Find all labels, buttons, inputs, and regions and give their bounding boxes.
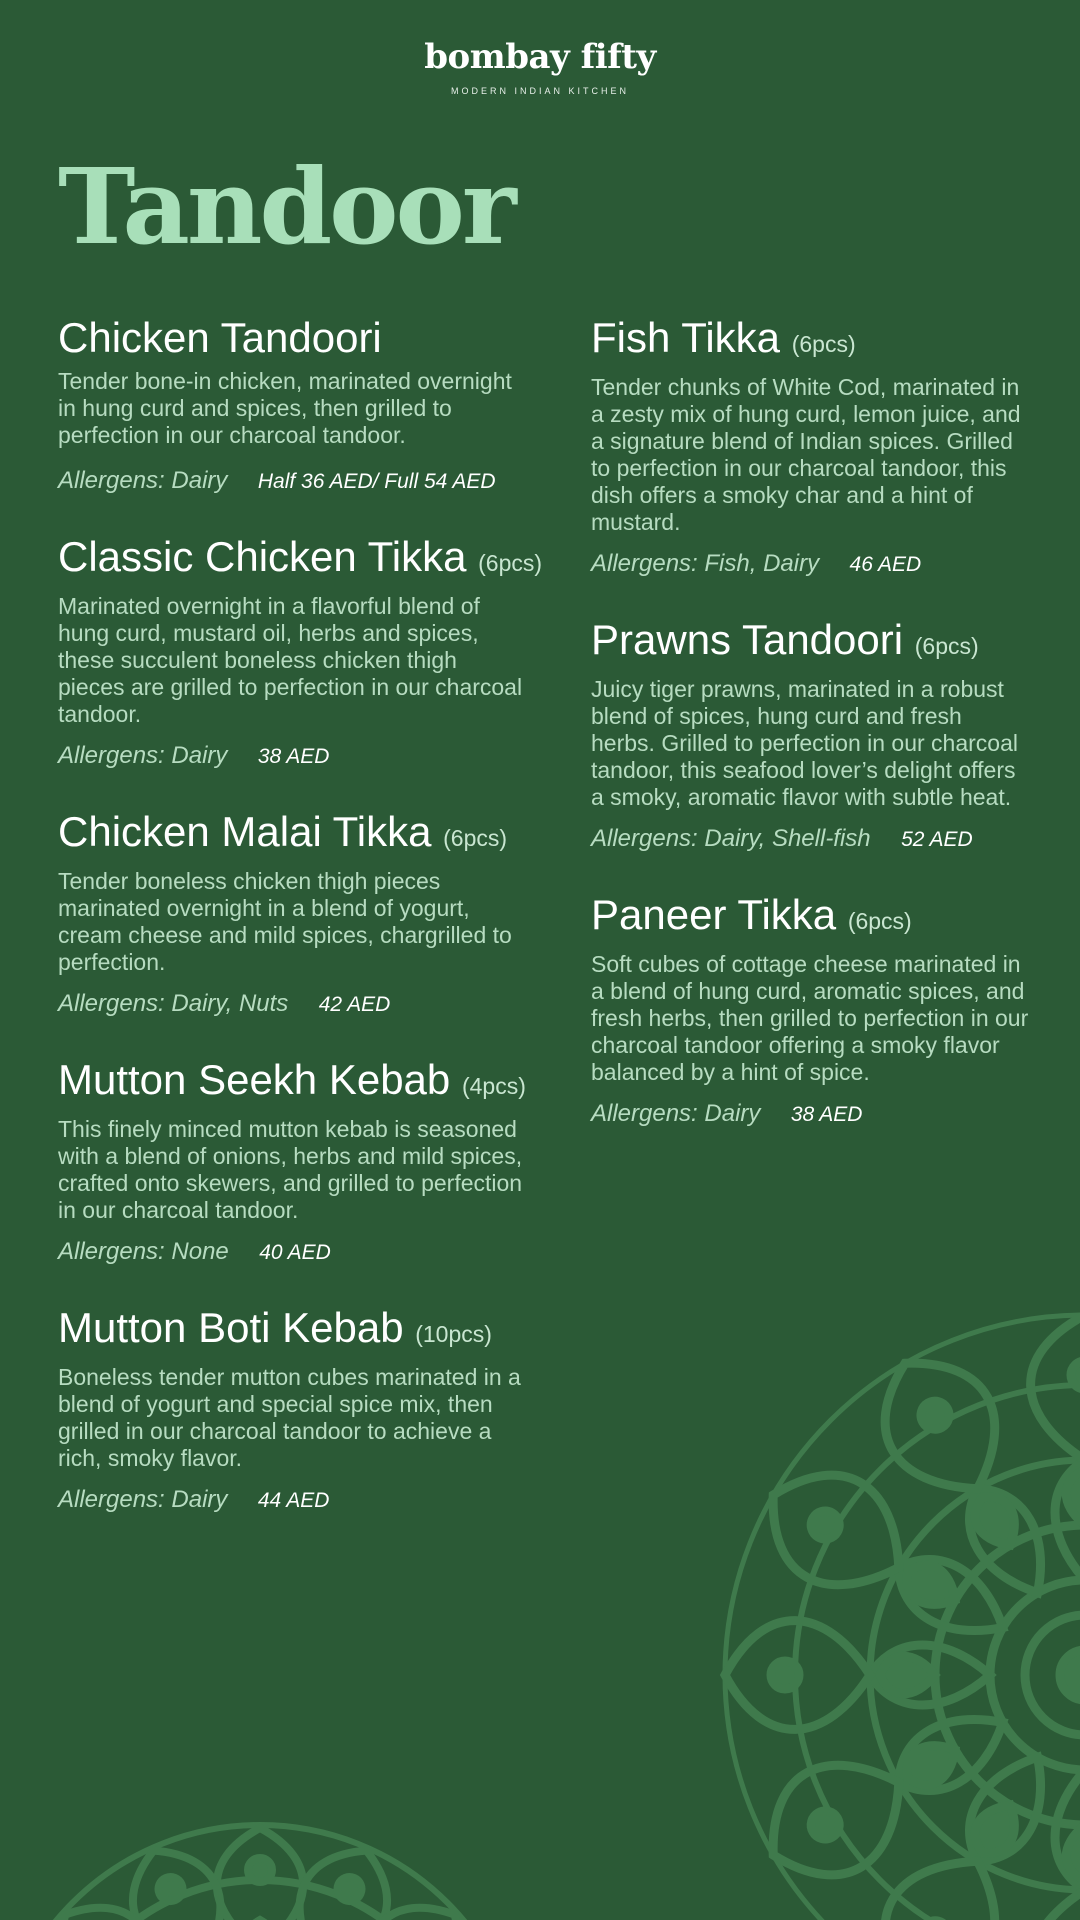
- item-allergens: Allergens: Dairy: [58, 467, 228, 494]
- item-name: [58, 531, 543, 589]
- menu-item-chicken-tandoori: [58, 312, 528, 495]
- menu-item-prawns-tandoori: [591, 614, 1031, 853]
- item-meta: [591, 550, 1031, 578]
- logo-tagline: MODERN INDIAN KITCHEN: [450, 86, 629, 96]
- item-description: Juicy tiger prawns, marinated in a robust blend of spices, hung curd and fresh herbs. Grilled to perfection in our charcoal tandoor, this seafood lover’s delight offers a smoky, aromatic flavor with subtle heat.: [591, 676, 1018, 810]
- item-title: Chicken Malai Tikka: [58, 808, 432, 855]
- menu-item-classic-chicken-tikka: [58, 531, 543, 770]
- item-price: 52 AED: [901, 828, 973, 851]
- menu-item-mutton-boti-kebab: [58, 1302, 528, 1514]
- item-title: Classic Chicken Tikka: [58, 533, 467, 580]
- item-meta: [58, 1486, 528, 1514]
- item-description: Tender boneless chicken thigh pieces marinated overnight in a blend of yogurt, cream cheese and mild spices, chargrilled to perfection.: [58, 868, 512, 975]
- item-price: 38 AED: [790, 1103, 863, 1126]
- item-meta: [591, 1100, 1031, 1128]
- item-price: Half 36 AED/ Full 54 AED: [257, 470, 496, 493]
- item-price: 44 AED: [257, 1489, 330, 1512]
- item-allergens: Allergens: Dairy, Shell-fish: [591, 825, 871, 852]
- item-price: 40 AED: [259, 1241, 331, 1264]
- item-name: [591, 889, 1031, 947]
- item-allergens: Allergens: None: [58, 1238, 229, 1265]
- item-title: Mutton Seekh Kebab: [58, 1056, 451, 1103]
- item-name: [591, 312, 1031, 370]
- item-description: Tender chunks of White Cod, marinated in a zesty mix of hung curd, lemon juice, and a signature blend of Indian spices. Grilled to perfection in our charcoal tandoor, this dish offers a smoky char and a hint of mustard.: [591, 374, 1021, 535]
- restaurant-logo: [0, 37, 1080, 96]
- item-count: (6pcs): [914, 633, 979, 659]
- menu-item-fish-tikka: [591, 312, 1031, 578]
- menu-item-paneer-tikka: [591, 889, 1031, 1128]
- item-description: This finely minced mutton kebab is seasoned with a blend of onions, herbs and mild spices, crafted onto skewers, and grilled to perfection in our charcoal tandoor.: [58, 1116, 523, 1223]
- item-allergens: Allergens: Dairy, Nuts: [58, 990, 289, 1017]
- item-name: [591, 614, 1031, 672]
- item-name: [58, 1054, 528, 1112]
- item-meta: [58, 742, 528, 770]
- item-count: (6pcs): [443, 825, 508, 851]
- item-name: [58, 1302, 528, 1360]
- item-title: Chicken Tandoori: [58, 314, 382, 361]
- item-title: Paneer Tikka: [591, 891, 837, 938]
- item-allergens: Allergens: Dairy: [58, 1486, 228, 1513]
- item-meta: [58, 467, 528, 495]
- item-price: 42 AED: [318, 993, 391, 1016]
- item-description: Tender bone-in chicken, marinated overnight in hung curd and spices, then grilled to perfection in our charcoal tandoor.: [58, 368, 512, 448]
- item-price: 38 AED: [257, 745, 330, 768]
- item-count: (6pcs): [791, 331, 856, 357]
- item-allergens: Allergens: Dairy: [591, 1100, 761, 1127]
- item-meta: [58, 990, 528, 1018]
- mandala-ornament-bottom: [0, 1760, 600, 1920]
- menu-item-chicken-malai-tikka: [58, 806, 528, 1018]
- section-title: Tandoor: [58, 145, 514, 268]
- item-title: Mutton Boti Kebab: [58, 1304, 404, 1351]
- item-title: Fish Tikka: [591, 314, 781, 361]
- item-description: Soft cubes of cottage cheese marinated in a blend of hung curd, aromatic spices, and fresh herbs, then grilled to perfection in our charcoal tandoor offering a smoky flavor balanced by a hint of spice.: [591, 951, 1029, 1085]
- logo-name: bombay fifty: [424, 37, 656, 77]
- menu-item-mutton-seekh-kebab: [58, 1054, 528, 1266]
- item-description: Marinated overnight in a flavorful blend of hung curd, mustard oil, herbs and spices, these succulent boneless chicken thigh pieces are grilled to perfection in our charcoal tandoor.: [58, 593, 523, 727]
- item-description: Boneless tender mutton cubes marinated in a blend of yogurt and special spice mix, then grilled in our charcoal tandoor to achieve a rich, smoky flavor.: [58, 1364, 521, 1471]
- item-count: (4pcs): [461, 1073, 526, 1099]
- item-title: Prawns Tandoori: [591, 616, 904, 663]
- item-meta: [591, 825, 1031, 853]
- item-meta: [58, 1238, 528, 1266]
- item-count: (6pcs): [847, 908, 912, 934]
- item-allergens: Allergens: Dairy: [58, 742, 228, 769]
- item-name: [58, 312, 528, 364]
- item-count: (10pcs): [415, 1321, 492, 1347]
- mandala-ornament-right: [655, 1215, 1080, 1920]
- item-price: 46 AED: [849, 553, 922, 576]
- item-name: [58, 806, 528, 864]
- item-count: (6pcs): [478, 550, 543, 576]
- menu-column-right: [591, 312, 1031, 1128]
- item-allergens: Allergens: Fish, Dairy: [591, 550, 820, 577]
- menu-column-left: [58, 312, 543, 1514]
